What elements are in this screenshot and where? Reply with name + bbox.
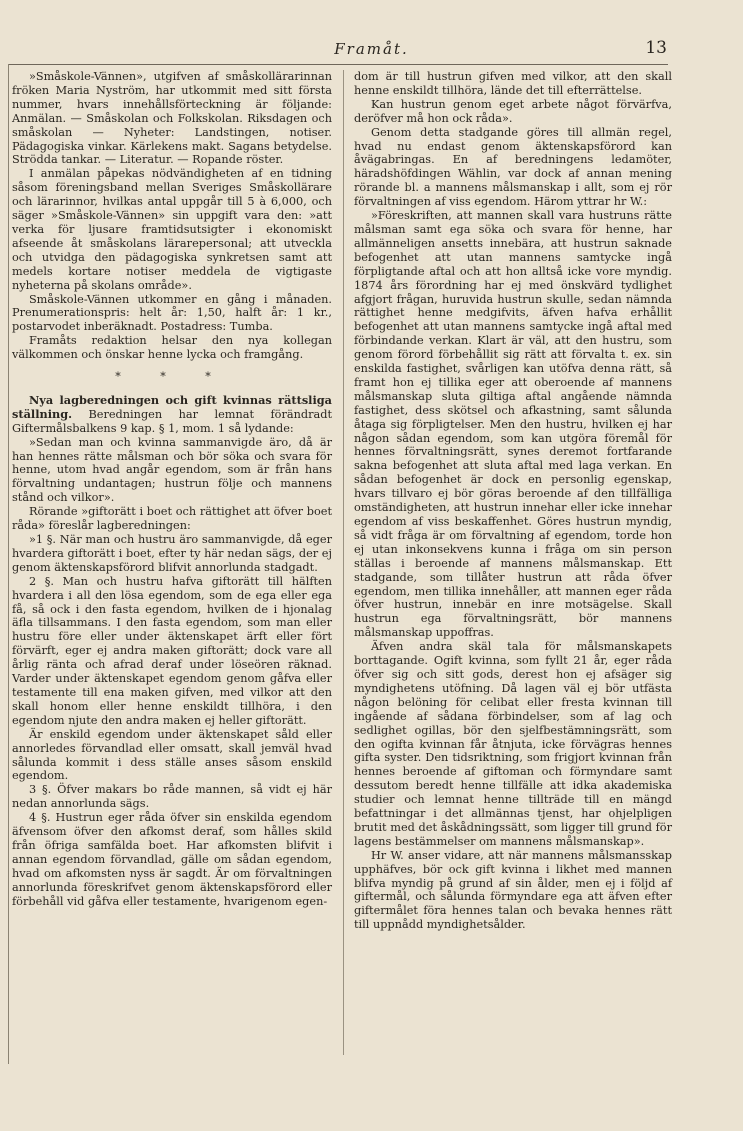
paragraph: I anmälan påpekas nödvändigheten af en tidning såsom föreningsband mellan Sveriges Småskollärare och lärarinnor, hvilkas antal uppgår till 5 à 6,000, och säger »Småskole-Vännen» sin uppgift vara den: »att verka för ljusare framtidsutsigter i ekonomiskt afseende åt småskolans lärarepersonal; att utveckla och utvidga den pädagogiska synkretsen samt att medels kortare notiser meddela de vigtigaste nyheterna på skolans område». (12, 167, 332, 292)
paragraph: 4 §. Hustrun eger råda öfver sin enskilda egendom äfvensom öfver den afkomst deraf, som hålles skild från öfriga samfälda boet. Har afkomsten blifvit i annan egendom förvandlad, gälle om sådan egendom, hvad om afkomsten nyss är sagdt. Är om förvaltningen annorlunda föreskrifvet genom äktenskapsförord eller förbehåll vid gåfva eller testamente, hvarigenom egen- (12, 811, 332, 908)
notice-smaskole-vannen: »Småskole-Vännen», utgifven af småskollärarinnan fröken Maria Nyström, har utkommit med sitt första nummer, hvars innehållsförteckning är följande: Anmälan. — Småskolan och Folkskolan. Riksdagen och småskolan — Nyheter: Landstingen, notiser. Pädagogiska vinkar. Kärlekens makt. Sagans betydelse. Strödda tankar. — Literatur. — Ropande röster. (12, 70, 332, 167)
paragraph: »1 §. När man och hustru äro sammanvigde, då eger hvardera giftorätt i boet, efter ty här nedan sägs, der ej genom äktenskapsförord blifvit annorlunda stadgadt. (12, 533, 332, 574)
page-number: 13 (645, 38, 667, 58)
section-separator: * * * (115, 370, 229, 384)
paragraph: Äfven andra skäl tala för målsmanskapets borttagande. Ogift kvinna, som fyllt 21 år, eger råda öfver sig och sitt gods, derest hon ej afsäger sig myndighetens utöfning. Då lagen väl ej bör utfästa någon belöning för celibat eller fresta kvinnan till ingående af sådana förbindelser, som af lag och sedlighet ogillas, bör den sjelfbestämningsrätt, som den ogifta kvinnan får åtnjuta, icke förvägras hennes gifta syster. Den tidsriktning, som frigjort kvinnan från hennes beroende af giftoman och förmyndare samt dessutom beredt henne tillfälle att idka akademiska studier och lemnat henne tillträde till en mängd befattningar i det allmännas tjenst, har ohjelpligen brutit med det åskådningssätt, som ligger till grund för lagens bestämmelser om mannens målsmanskap». (354, 640, 672, 848)
paragraph: Genom detta stadgande göres till allmän regel, hvad nu endast genom äktenskapsförord kan åvägabringas. En af beredningens ledamöter, häradshöfdingen Wählin, var dock af annan mening rörande bl. a mannens målsmanskap i allt, som ej rör förvaltningen af viss egendom. Härom yttrar hr W.: (354, 125, 672, 209)
paragraph: Är enskild egendom under äktenskapet såld eller annorledes förvandlad eller omsatt, skall jemväl hvad sålunda kommit i dess ställe anses såsom enskild egendom. (12, 727, 332, 783)
paragraph: 3 §. Öfver makars bo råde mannen, så vidt ej här nedan annorlunda sägs. (12, 783, 332, 811)
paragraph: Kan hustrun genom eget arbete något förvärfva, deröfver må hon ock råda». (354, 97, 672, 125)
paragraph: »Föreskriften, att mannen skall vara hustruns rätte målsman samt ega söka och svara för henne, har allmänneligen ansetts innebära, att hustrun saknade befogenhet att utan mannens samtycke ingå förpligtande aftal och att hon alltså icke vore myndig. 1874 års förordning har ej med önskvärd tydlighet afgjort frågan, huruvida hustrun skulle, sedan nämnda rättighet henne medgifvits, äfven hafva erhållit befogenhet att utan mannens samtycke ingå aftal med förbindande verkan. Klart är väl, att den hustru, som genom förord förbehållit sig rätt att förvalta t. ex. sin enskilda fastighet, svårligen kan utöfva denna rätt, så framt hon ej tillika eger att oberoende af mannens målsmanskap sluta giltiga aftal angående nämnda fastighet, dess skötsel och afkastning, samt sålunda åtaga sig förpligtelser. Men den hustru, hvilken ej har någon sådan egendom, som kan utgöra föremål för hennes förvaltningsrätt, synes deremot fortfarande sakna befogenhet att sluta aftal med laga verkan. En sådan befogenhet är dock en personlig egenskap, hvars tillvaro ej bör göras beroende af den tillfälliga omständigheten, att hustrun innehar eller icke innehar egendom af viss beskaffenhet. Göres hustrun myndig, så vidt fråga är om förvaltning af egendom, torde hon ej utan inkonsekvens kunna i fråga om sin person ställas i beroende af mannens målsmanskap. Ett stadgande, som tillåter hustrun att råda öfver egendom, men tillika innehåller, att mannen eger råda öfver hustrun, innebär en inre motsägelse. Skall hustrun ega förvaltningsrätt, bör mannens målsmanskap uppoffras. (354, 209, 672, 640)
section-intro: Beredningen har lemnat förändradt Giftermålsbalkens 9 kap. § 1, mom. 1 så lydande: (12, 407, 332, 435)
paragraph: »Sedan man och kvinna sammanvigde äro, då är han hennes rätte målsman och bör söka och svara för henne, utom hvad angår egendom, som är från hans förvaltning undantagen; hustrun följe och mannens stånd och vilkor». (12, 435, 332, 505)
left-column (12, 70, 332, 908)
section-paragraph (12, 394, 332, 436)
left-margin-rule (8, 64, 9, 1064)
paragraph: Rörande »giftorätt i boet och rättighet att öfver boet råda» föreslår lagberedningen: (12, 505, 332, 533)
running-header (0, 38, 743, 62)
paragraph: Framåts redaktion helsar den nya kollegan välkommen och önskar henne lycka och framgång. (12, 334, 332, 362)
paragraph: dom är till hustrun gifven med vilkor, att den skall henne enskildt tillhöra, lände det till efterrättelse. (354, 70, 672, 97)
column-divider (343, 70, 344, 1055)
paragraph: Småskole-Vännen utkommer en gång i månaden. Prenumerationspris: helt år: 1,50, halft år: 1 kr., postarvodet inberäknadt. Postadress: Tumba. (12, 292, 332, 334)
paragraph: 2 §. Man och hustru hafva giftorätt till hälften hvardera i all den lösa egendom, som de ega eller ega få, så ock i den fasta egendom, hvilken de i hjonalag äfla tillsammans. I den fasta egendom, som man eller hustru före eller under äktenskapet ärft eller fört förvärft, eger ej andra maken giftorätt; dock vare all årlig ränta och afrad deraf under löseören räknad. Varder under äktenskapet egendom genom gåfva eller testamente till ena maken gifven, med vilkor att den skall honom eller henne enskildt tillhöra, i den egendom njute den andra maken ej heller giftorätt. (12, 574, 332, 727)
section-heading: Nya lagberedningen och gift kvinnas rättsliga ställning. (12, 392, 332, 421)
paragraph: Hr W. anser vidare, att när mannens målsmansskap upphäfves, bör ock gift kvinna i likhet med mannen blifva myndig på grund af sin ålder, men ej i följd af giftermål, och sålunda förmyndare ega att äfven efter giftermålet föra hennes talan och bevaka hennes rätt till uppnådd myndighetsålder. (354, 848, 672, 932)
running-title: Framåt. (334, 40, 409, 58)
right-column (354, 70, 672, 932)
header-rule (8, 64, 668, 65)
